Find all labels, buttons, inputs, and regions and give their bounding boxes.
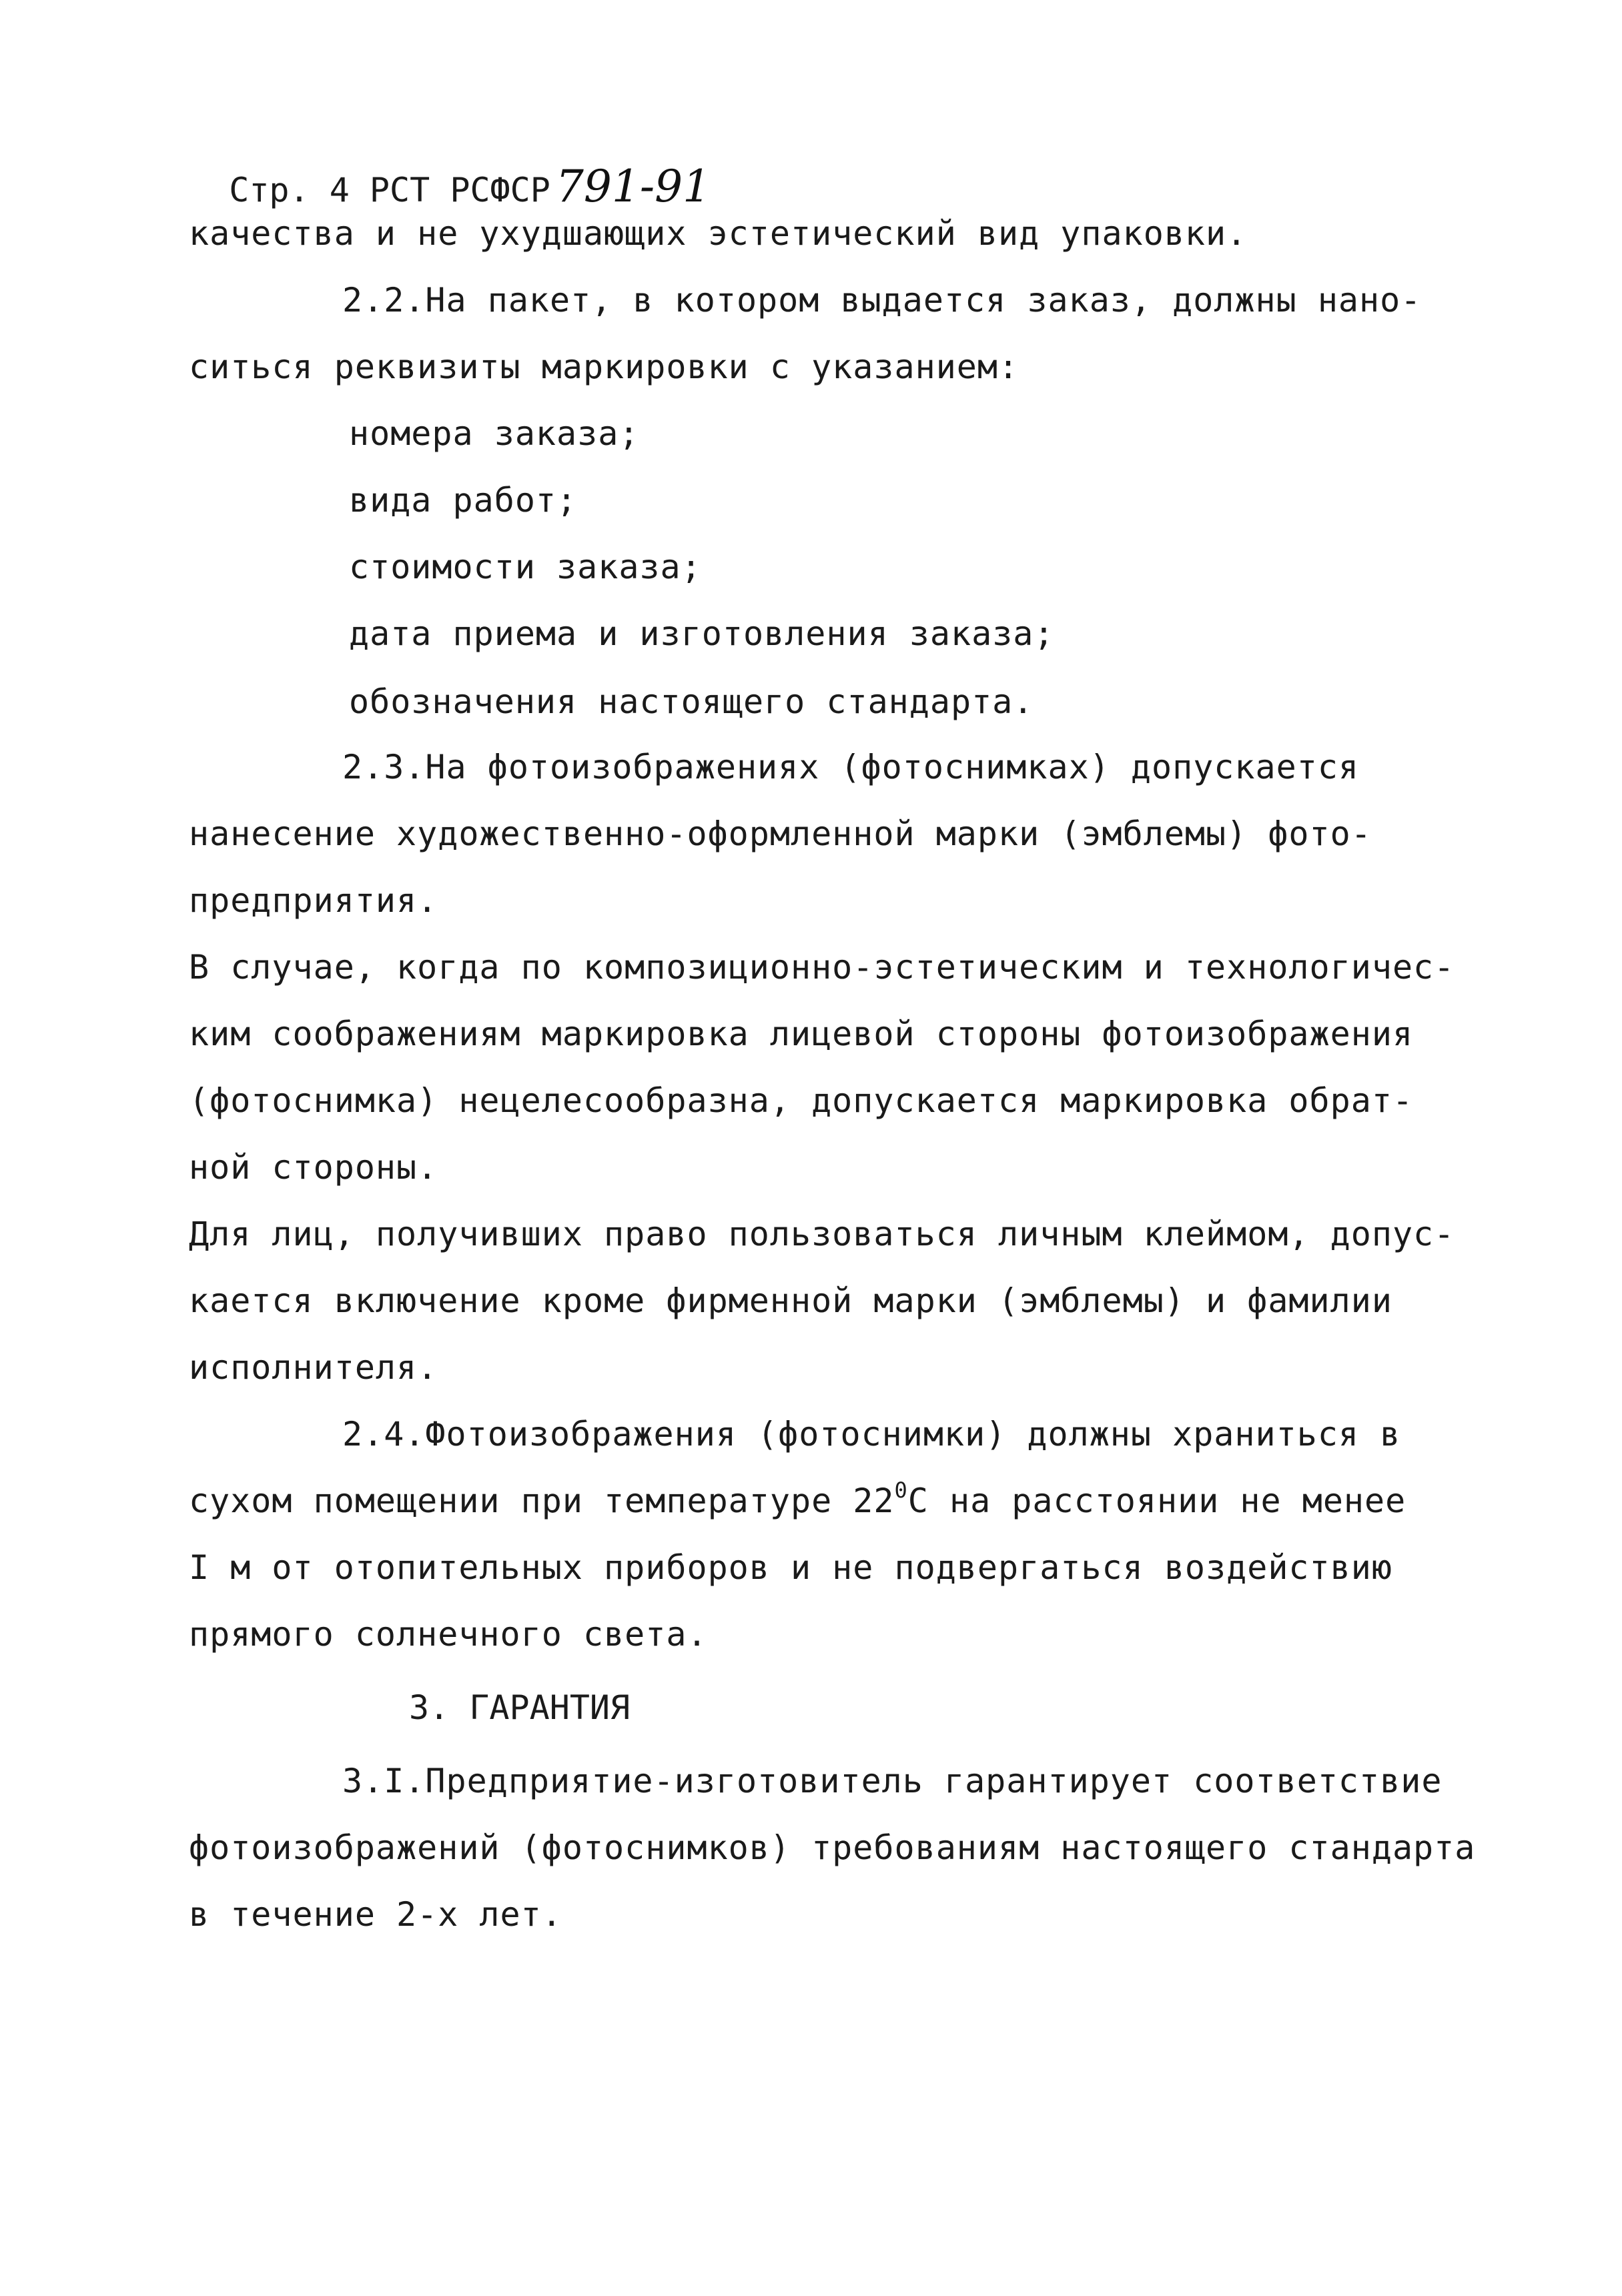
list-item: вида работ; (349, 481, 578, 520)
list-item: стоимости заказа; (349, 548, 702, 586)
degree-superscript: 0 (894, 1478, 908, 1503)
text-line: ким соображениям маркировка лицевой стороны фотоизображения (189, 1015, 1414, 1053)
text-line: В случае, когда по композиционно-эстетическим и технологичес- (189, 948, 1455, 987)
page-header (189, 127, 711, 210)
text-line: качества и не ухудшающих эстетический вид упаковки. (189, 214, 1248, 253)
text-line: нанесение художественно-оформленной марки (эмблемы) фото- (189, 814, 1372, 853)
list-item: номера заказа; (349, 414, 640, 453)
text-fragment: С на расстоянии не менее (907, 1482, 1406, 1520)
text-line: кается включение кроме фирменной марки (эмблемы) и фамилии (189, 1281, 1392, 1320)
text-line: в течение 2-х лет. (189, 1895, 562, 1934)
paragraph-3-1: 3.I.Предприятие-изготовитель гарантирует соответствие (342, 1762, 1443, 1800)
text-line: фотоизображений (фотоснимков) требованиям настоящего стандарта (189, 1828, 1476, 1867)
text-line: (фотоснимка) нецелесообразна, допускается маркировка обрат- (189, 1081, 1414, 1120)
section-heading-guarantee: 3. ГАРАНТИЯ (409, 1688, 631, 1727)
text-line: ситься реквизиты маркировки с указанием: (189, 348, 1020, 386)
text-line: исполнителя. (189, 1348, 438, 1387)
text-line: прямого солнечного света. (189, 1615, 708, 1654)
list-item: дата приема и изготовления заказа; (349, 614, 1055, 653)
paragraph-2-3: 2.3.На фотоизображениях (фотоснимках) допускается (342, 748, 1360, 786)
text-line: ной стороны. (189, 1148, 438, 1187)
text-fragment: сухом помещении при температуре 22 (189, 1482, 895, 1520)
handwritten-document-number: 791-91 (555, 161, 711, 212)
text-line: I м от отопительных приборов и не подвергаться воздействию (189, 1548, 1392, 1587)
text-line: предприятия. (189, 881, 438, 920)
page-label: Стр. 4 РСТ РСФСР (229, 171, 550, 209)
paragraph-2-4: 2.4.Фотоизображения (фотоснимки) должны храниться в (342, 1415, 1401, 1454)
text-line: Для лиц, получивших право пользоваться личным клеймом, допус- (189, 1215, 1455, 1253)
list-item: обозначения настоящего стандарта. (349, 682, 1034, 721)
paragraph-2-2: 2.2.На пакет, в котором выдается заказ, должны нано- (342, 281, 1422, 320)
text-line (189, 1478, 1406, 1521)
